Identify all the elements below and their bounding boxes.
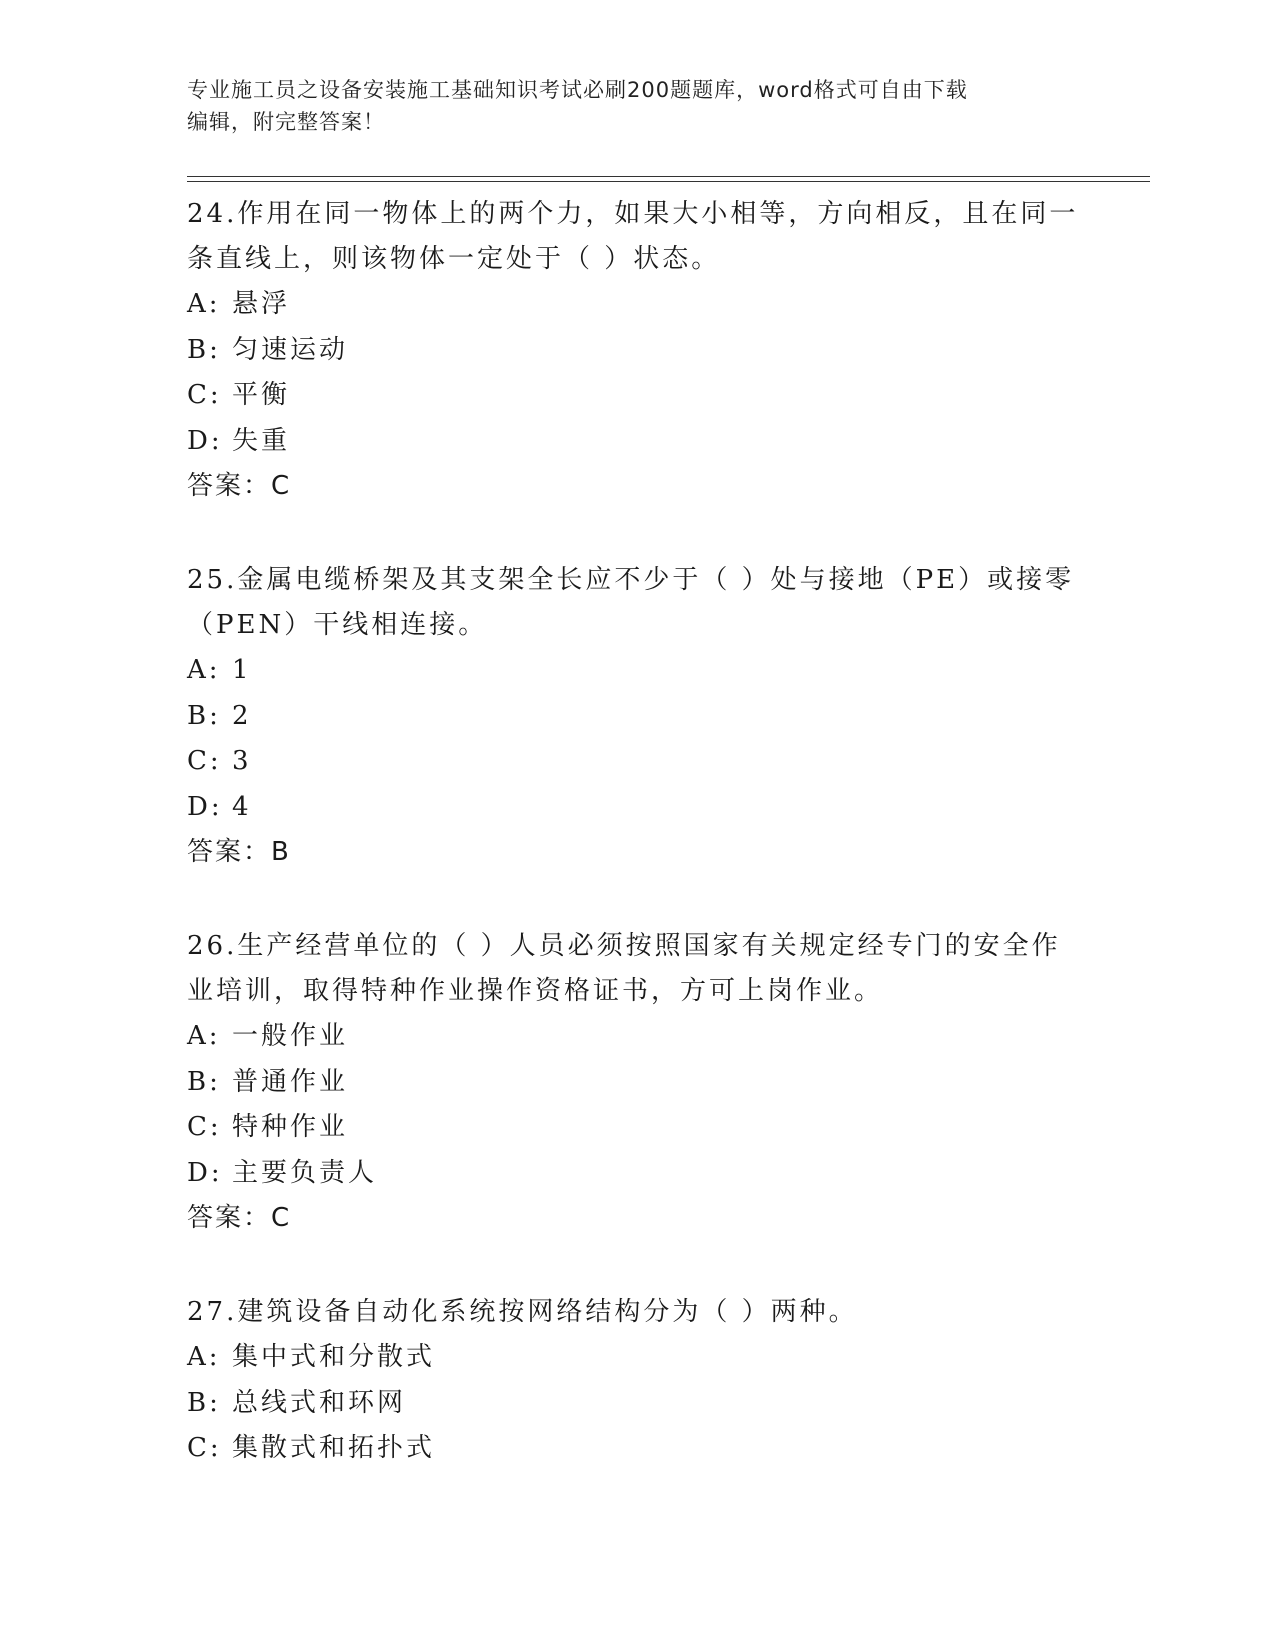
option-b [187, 1381, 1087, 1427]
option-text: 匀速运动 [232, 334, 349, 365]
option-text: 4 [232, 791, 252, 822]
question-26 [187, 924, 1087, 1241]
option-d [187, 785, 1087, 831]
option-b [187, 328, 1087, 374]
option-label: C: [187, 1433, 222, 1463]
option-label: A: [187, 1021, 221, 1051]
question-27 [187, 1290, 1087, 1472]
option-text: 2 [232, 700, 252, 731]
option-text: 平衡 [232, 380, 291, 410]
option-label: B: [187, 1066, 221, 1097]
option-a [187, 1335, 1087, 1381]
header-title-line-1: 专业施工员之设备安装施工基础知识考试必刷200题题库，word格式可自由下载 [187, 78, 968, 102]
question-25 [187, 558, 1087, 875]
header-divider-top [187, 176, 1150, 177]
option-b [187, 1060, 1087, 1106]
option-d [187, 1151, 1087, 1197]
option-a [187, 648, 1087, 694]
option-label: B: [187, 334, 221, 365]
option-label: C: [187, 1112, 222, 1142]
option-text: 特种作业 [232, 1112, 349, 1142]
option-label: C: [187, 380, 222, 410]
answer-line: 答案：C [187, 1203, 292, 1233]
option-a [187, 1014, 1087, 1060]
answer-line: 答案：B [187, 837, 291, 867]
option-text: 失重 [232, 425, 291, 456]
option-text: 总线式和环网 [232, 1387, 407, 1418]
question-list [187, 192, 1087, 1521]
question-text: 27.建筑设备自动化系统按网络结构分为（ ）两种。 [187, 1297, 858, 1327]
option-label: D: [187, 1157, 223, 1188]
question-24 [187, 192, 1087, 509]
option-text: 普通作业 [232, 1066, 349, 1097]
header-divider-bottom [187, 181, 1150, 182]
option-text: 主要负责人 [232, 1157, 378, 1188]
option-text: 集散式和拓扑式 [232, 1433, 436, 1463]
question-text: 24.作用在同一物体上的两个力，如果大小相等，方向相反，且在同一条直线上，则该物体一定处于（ ）状态。 [187, 199, 1079, 274]
option-b [187, 694, 1087, 740]
option-label: D: [187, 425, 223, 456]
option-label: C: [187, 746, 222, 776]
question-text: 26.生产经营单位的（ ）人员必须按照国家有关规定经专门的安全作业培训，取得特种作业操作资格证书，方可上岗作业。 [187, 931, 1061, 1006]
question-text: 25.金属电缆桥架及其支架全长应不少于（ ）处与接地（PE）或接零（PEN）干线相连接。 [187, 565, 1075, 640]
option-label: B: [187, 1387, 221, 1418]
option-label: A: [187, 655, 221, 685]
option-label: B: [187, 700, 221, 731]
option-c [187, 373, 1087, 419]
option-label: D: [187, 791, 223, 822]
option-label: A: [187, 289, 221, 319]
option-text: 集中式和分散式 [232, 1342, 436, 1372]
option-a [187, 282, 1087, 328]
option-d [187, 419, 1087, 465]
option-c [187, 1105, 1087, 1151]
option-text: 悬浮 [232, 289, 291, 319]
answer-line: 答案：C [187, 471, 292, 501]
header-title-line-2: 编辑，附完整答案！ [187, 110, 385, 134]
option-label: A: [187, 1342, 221, 1372]
option-text: 1 [232, 655, 252, 685]
document-header [187, 74, 1087, 138]
option-c [187, 1426, 1087, 1472]
option-text: 一般作业 [232, 1021, 349, 1051]
option-c [187, 739, 1087, 785]
option-text: 3 [232, 746, 252, 776]
